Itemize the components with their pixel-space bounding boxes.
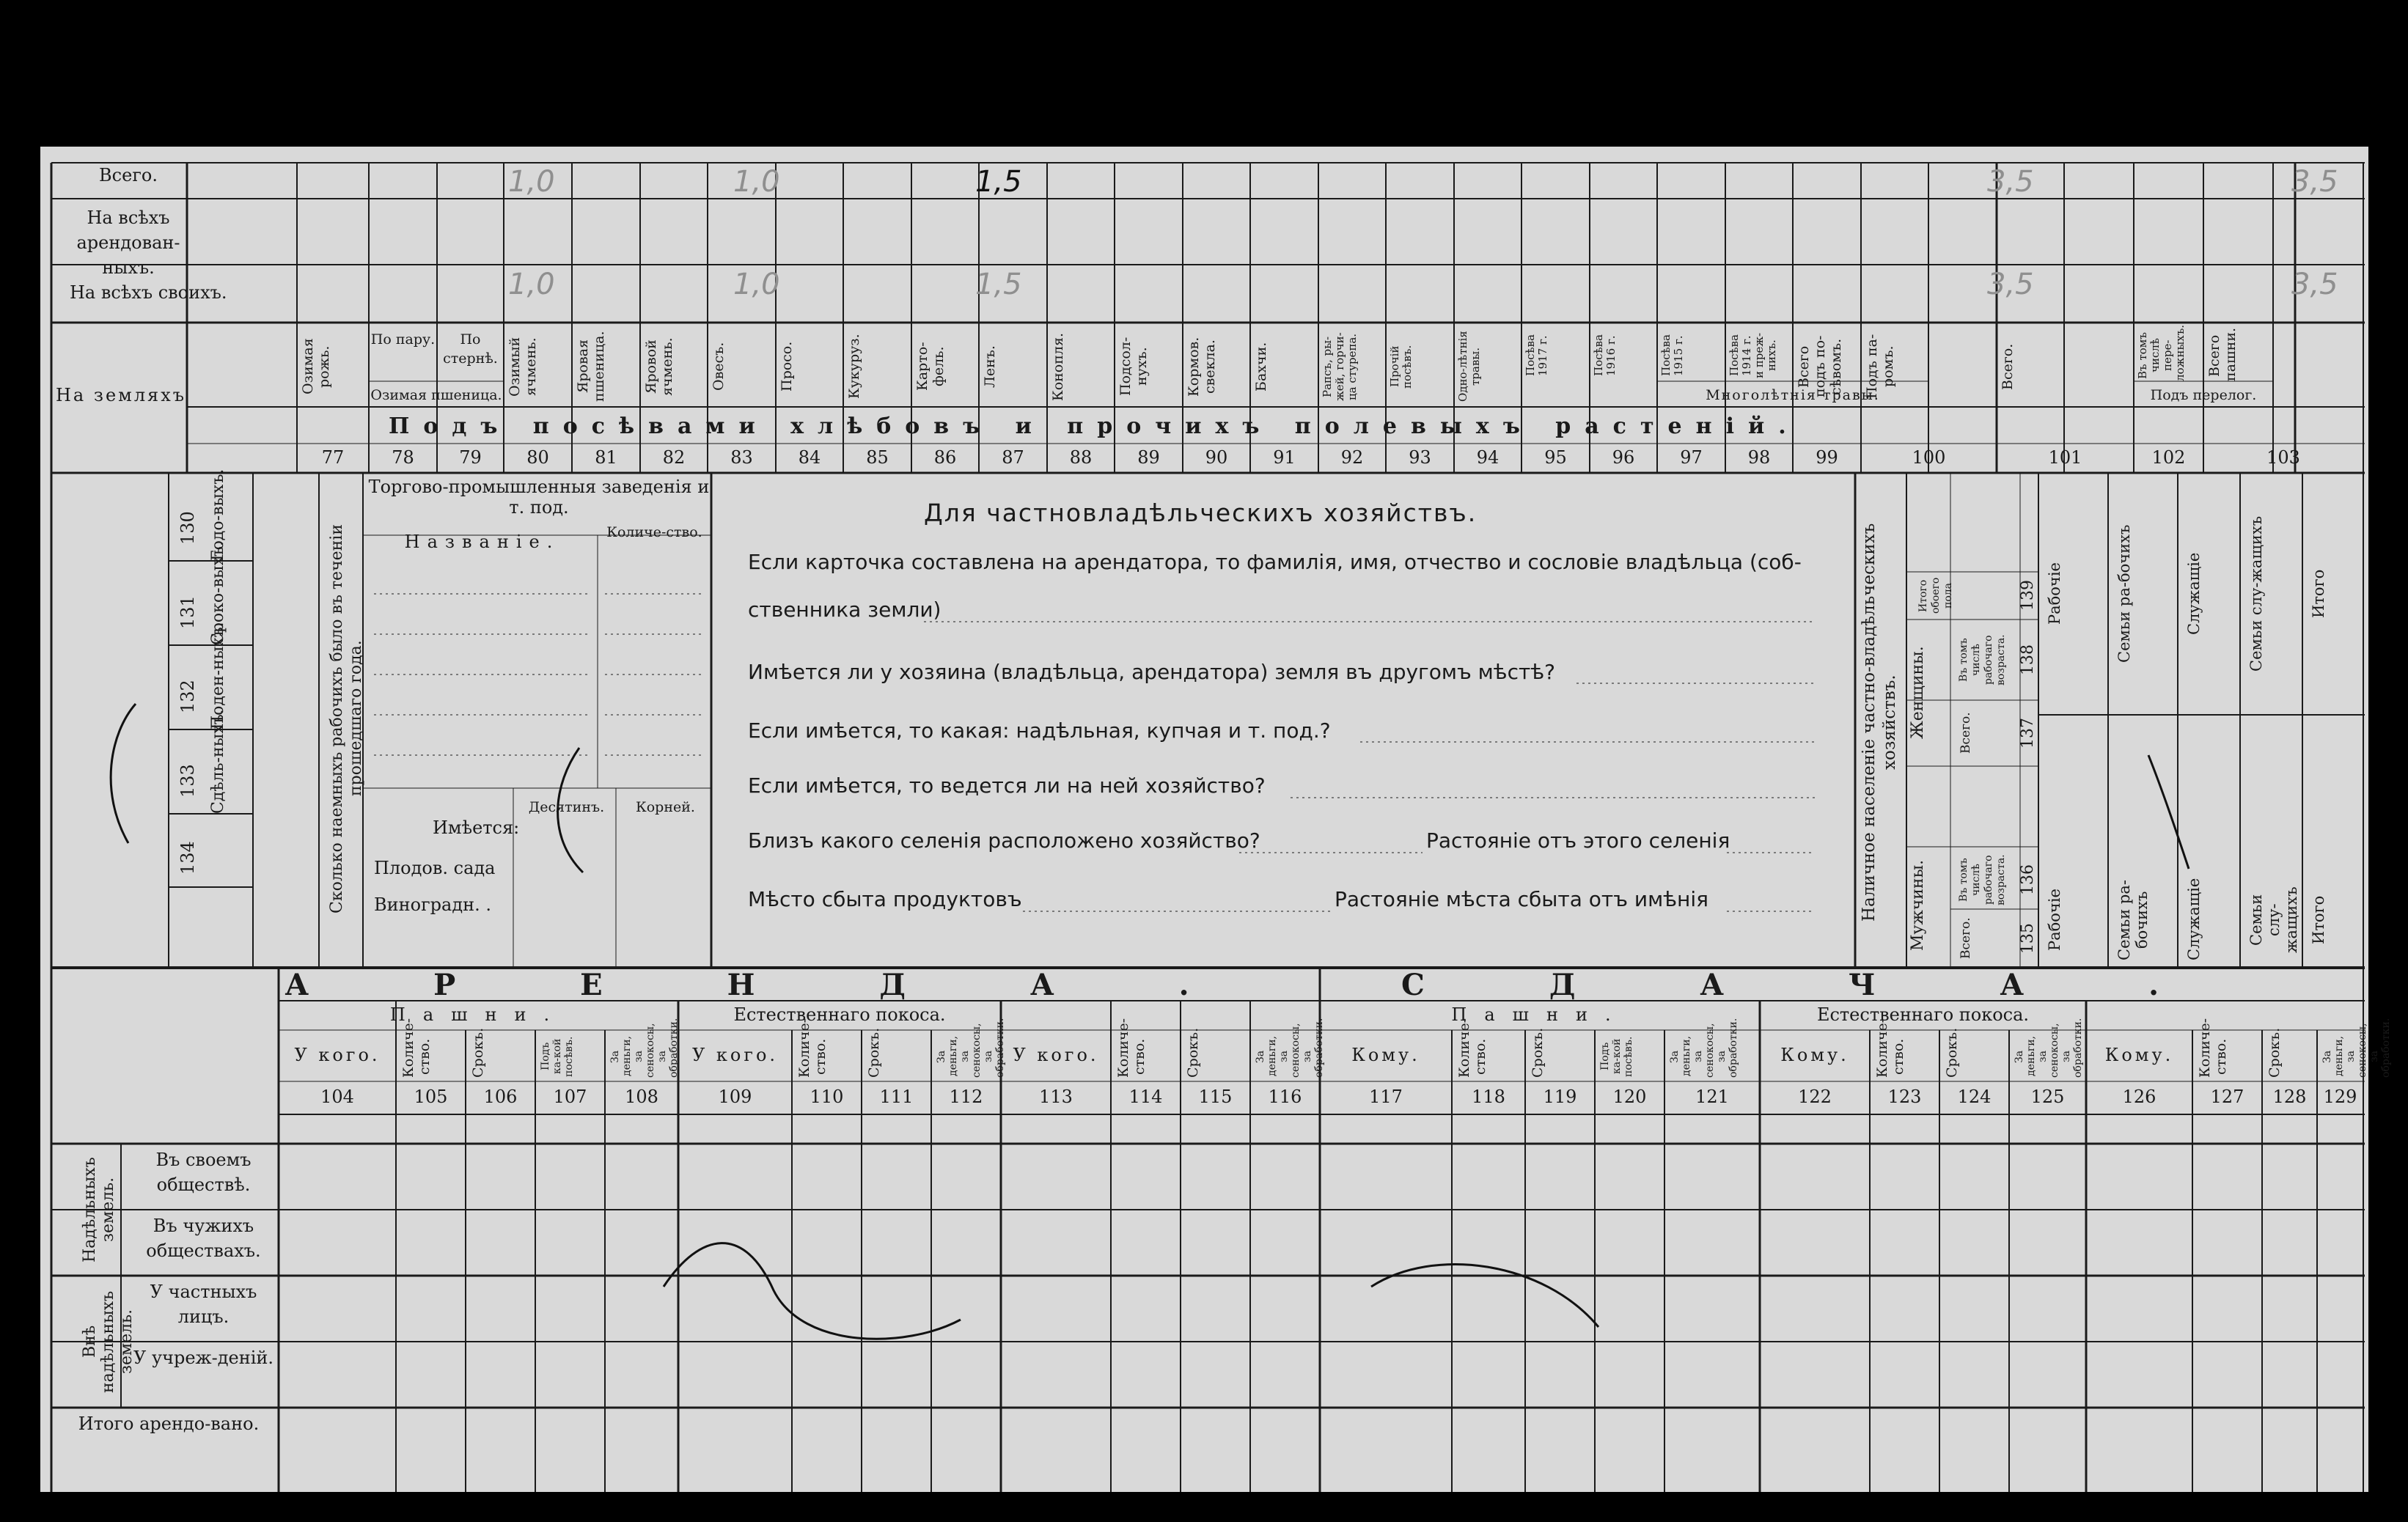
lease-col-number: 125 xyxy=(2030,1087,2065,1107)
q-lessor-b: ственника земли) xyxy=(748,598,941,622)
pop-num-137: 137 xyxy=(2019,718,2037,749)
crop-header: Прочій посѣвъ. xyxy=(1388,345,1414,389)
nadel-group: Надѣльныхъ земель. xyxy=(81,1157,117,1262)
sdacha-banner: СДАЧА. xyxy=(1401,968,2283,1002)
lease-col-number: 116 xyxy=(1268,1087,1302,1107)
q-market: Мѣсто сбыта продуктовъ xyxy=(748,887,1022,911)
hw-c82-own: 1,0 xyxy=(733,268,780,301)
lease-col-header: У кого. xyxy=(1013,1045,1099,1065)
worker-num-130: 130 xyxy=(177,511,198,545)
lease-col-header: Срокъ. xyxy=(2266,1027,2283,1078)
crop-header: По стернѣ. xyxy=(443,331,498,367)
hw-c79-own: 1,0 xyxy=(508,268,555,301)
crop-header: По пару. xyxy=(370,331,436,348)
men-total: Всего. xyxy=(1959,917,1973,960)
women-working-age: Въ томъ числѣ рабочаго возраста. xyxy=(1958,634,2007,685)
lease-col-header: Количе-ство. xyxy=(1456,1018,1489,1078)
lease-col-header: Подъ ка-кой посѣвъ. xyxy=(1599,1036,1634,1077)
hw-c82-total: 1,0 xyxy=(733,165,780,199)
col-number: 98 xyxy=(1747,447,1771,468)
trade-qty-col: Количе-ство. xyxy=(606,524,702,540)
col-number: 81 xyxy=(595,447,617,468)
pop-col-top: Служащіе xyxy=(2185,552,2203,636)
pop-col-bottom: Служащіе xyxy=(2185,878,2203,960)
hw-c103-total: 3,5 xyxy=(2291,165,2338,199)
col-number: 99 xyxy=(1816,447,1838,468)
crop-header: Всего. xyxy=(2000,343,2016,390)
crop-header: Кормов. свекла. xyxy=(1186,337,1218,397)
lease-col-number: 105 xyxy=(414,1087,448,1107)
census-card xyxy=(40,147,2392,1492)
fallow-label: Подъ перелог. xyxy=(2150,387,2257,403)
lease-col-header: Количе-ство. xyxy=(2197,1018,2229,1078)
vne-nadel-group: Внѣ надѣльныхъ земель. xyxy=(81,1290,136,1393)
worker-num-131: 131 xyxy=(177,595,198,629)
lease-col-header: Количе-ство. xyxy=(400,1018,433,1078)
trade-name-col: Названіе. xyxy=(404,532,560,552)
lease-col-header: За деньги, за сенокосы, за обработки. xyxy=(1255,1018,1325,1078)
lease-col-header: У кого. xyxy=(294,1045,381,1065)
arenda-banner: АРЕНДА. xyxy=(285,968,1314,1002)
orchard-label: Плодов. сада xyxy=(374,858,496,878)
crop-header: Овесъ. xyxy=(711,342,727,391)
col-number: 77 xyxy=(321,447,345,468)
pop-num-138: 138 xyxy=(2019,644,2037,675)
q-village-distance: Растояніе отъ этого селенія xyxy=(1426,828,1730,853)
lease-col-number: 107 xyxy=(553,1087,587,1107)
pop-col-top: Рабочіе xyxy=(2046,562,2063,625)
pop-col-bottom: Рабочіе xyxy=(2046,889,2063,952)
women-total: Всего. xyxy=(1959,712,1973,754)
lease-col-header: Срокъ. xyxy=(1185,1027,1201,1078)
roots-col: Корней. xyxy=(636,799,695,815)
col-number: 85 xyxy=(866,447,889,468)
lease-col-number: 106 xyxy=(483,1087,518,1107)
col-number: 89 xyxy=(1137,447,1160,468)
lease-col-header: Подъ ка-кой посѣвъ. xyxy=(540,1036,575,1077)
total-both-sexes: Итого обоего пола xyxy=(1917,577,1954,614)
lease-col-header: За деньги, за сенокосы, за обработки. xyxy=(2014,1018,2084,1078)
lease-col-number: 112 xyxy=(949,1087,983,1107)
pop-col-bottom: Семьи ра-бочихъ xyxy=(2115,880,2151,960)
crop-header: Посѣва 1915 г. xyxy=(1659,334,1685,377)
sdacha-pokos: Естественнаго покоса. xyxy=(1816,1004,2030,1025)
crop-header: Подъ па-ромъ. xyxy=(1864,334,1896,400)
lease-col-number: 117 xyxy=(1369,1087,1403,1107)
worker-num-134: 134 xyxy=(177,841,198,875)
worker-num-133: 133 xyxy=(177,764,198,798)
crop-header: Просо. xyxy=(779,341,795,392)
arenda-pokos: Естественнаго покоса. xyxy=(733,1004,946,1025)
lease-col-number: 104 xyxy=(320,1087,354,1107)
has-label: Имѣется: xyxy=(433,817,520,838)
lease-col-header: Срокъ. xyxy=(1944,1027,1960,1078)
crop-header: Ленъ. xyxy=(982,345,998,388)
crop-header: Всего подъ по-сѣвомъ. xyxy=(1796,335,1844,398)
hw-c99-own: 3,5 xyxy=(1987,268,2034,301)
lease-col-number: 129 xyxy=(2323,1087,2357,1107)
crop-header: Рапсъ, ры-жей, горчи-ца стурепа. xyxy=(1321,332,1359,401)
crop-header: Одно-лѣтнія травы. xyxy=(1456,331,1482,402)
col-number: 84 xyxy=(798,447,821,468)
crop-header: Подсол-нухъ. xyxy=(1117,337,1150,397)
lease-col-number: 115 xyxy=(1198,1087,1233,1107)
lease-col-number: 123 xyxy=(1887,1087,1922,1107)
lease-col-number: 111 xyxy=(879,1087,914,1107)
crop-header: Карто-фель. xyxy=(914,342,947,391)
lease-col-header: Кому. xyxy=(1780,1045,1849,1065)
col-number: 95 xyxy=(1544,447,1567,468)
lease-col-header: Кому. xyxy=(1351,1045,1420,1065)
lease-col-number: 110 xyxy=(810,1087,844,1107)
lease-col-header: Количе-ство. xyxy=(1115,1018,1148,1078)
col-number: 88 xyxy=(1069,447,1093,468)
col-number: 90 xyxy=(1205,447,1228,468)
men-working-age: Въ томъ числѣ рабочаго возраста. xyxy=(1958,854,2007,905)
col-number: 87 xyxy=(1002,447,1024,468)
pop-col-bottom: Итого xyxy=(2310,895,2327,945)
perennial-grass-label: Многолѣтнія травы. xyxy=(1706,387,1880,403)
col-number: 82 xyxy=(662,447,686,468)
worker-num-132: 132 xyxy=(177,680,198,713)
private-title: Для частновладѣльческихъ хозяйствъ. xyxy=(924,499,1478,527)
winter-wheat-label: Озимая пшеница. xyxy=(370,387,502,403)
lease-col-header: За деньги, за сенокосы, за обработки. xyxy=(609,1018,680,1078)
hw-c99-total: 3,5 xyxy=(1987,165,2034,199)
hw-c85-own: 1,5 xyxy=(975,268,1022,301)
men-label: Мужчины. xyxy=(1909,859,1927,952)
crop-header: Яровая пшеница. xyxy=(575,331,607,402)
col-number: 91 xyxy=(1273,447,1296,468)
hw-c85-total: 1,5 xyxy=(975,165,1022,199)
lease-col-number: 113 xyxy=(1039,1087,1073,1107)
row-total-label: Всего. xyxy=(99,165,158,185)
population-title: Наличное населеніе частно-владѣльческихъ хозяйствъ. xyxy=(1860,523,1899,922)
row-own-label: На всѣхъ своихъ. xyxy=(70,282,227,303)
hw-c79-total: 1,0 xyxy=(508,165,555,199)
row-institutions: У учреж-деній. xyxy=(133,1348,274,1368)
col-number: 101 xyxy=(2048,447,2082,468)
worker-yearly: Годо-выхъ. xyxy=(209,468,227,561)
lease-col-header: Срокъ. xyxy=(470,1027,486,1078)
col-number: 83 xyxy=(730,447,753,468)
pop-num-139: 139 xyxy=(2019,580,2037,611)
q-farm-run: Если имѣется, то ведется ли на ней хозяйство? xyxy=(748,773,1266,798)
crop-header: Въ томъ числѣ пере-ложныхъ. xyxy=(2136,324,2187,381)
pop-col-top: Семьи ра-бочихъ xyxy=(2115,524,2133,663)
crop-header: Озимая рожь. xyxy=(300,338,332,395)
lease-col-number: 124 xyxy=(1957,1087,1992,1107)
col-number: 93 xyxy=(1409,447,1431,468)
lease-col-number: 126 xyxy=(2122,1087,2156,1107)
lease-col-header: За деньги, за сенокосы, за обработки. xyxy=(2321,1018,2392,1078)
trade-title: Торгово-промышленныя заведенія и т. под. xyxy=(368,477,710,518)
lease-col-number: 128 xyxy=(2272,1087,2307,1107)
desyatin-col: Десятинъ. xyxy=(528,799,605,815)
lease-col-header: У кого. xyxy=(691,1045,779,1065)
pop-col-top: Итого xyxy=(2310,569,2327,619)
row-private-persons: У частныхъ лицъ. xyxy=(150,1282,257,1327)
col-number: 86 xyxy=(933,447,957,468)
lease-col-header: За деньги, за сенокосы, за обработки. xyxy=(936,1018,1006,1078)
lease-col-number: 119 xyxy=(1543,1087,1577,1107)
col-number: 96 xyxy=(1612,447,1635,468)
crop-header: Посѣва 1917 г. xyxy=(1524,334,1549,377)
pop-num-136: 136 xyxy=(2019,864,2037,895)
col-number: 80 xyxy=(526,447,549,468)
pop-num-135: 135 xyxy=(2019,923,2037,954)
lease-col-header: За деньги, за сенокосы, за обработки. xyxy=(1669,1018,1739,1078)
q-near-village: Близъ какого селенія расположено хозяйство? xyxy=(748,828,1260,853)
q-land-type: Если имѣется, то какая: надѣльная, купчая и т. под.? xyxy=(748,718,1331,743)
col-number: 97 xyxy=(1680,447,1703,468)
lease-col-header: Срокъ. xyxy=(1530,1027,1546,1078)
col-number: 92 xyxy=(1340,447,1364,468)
sdacha-pashni: Пашни. xyxy=(1451,1004,1629,1025)
row-own-community: Въ своемъ обществѣ. xyxy=(155,1150,252,1195)
crop-header: Посѣва 1914 г. и преж-нихъ. xyxy=(1728,332,1778,379)
pop-col-top: Семьи слу-жащихъ xyxy=(2247,515,2265,672)
lease-col-number: 121 xyxy=(1695,1087,1729,1107)
col-number: 100 xyxy=(1912,447,1946,468)
crop-header: Яровой ячмень. xyxy=(643,337,675,396)
lease-col-number: 118 xyxy=(1472,1087,1505,1107)
q-other-land: Имѣется ли у хозяина (владѣльца, арендатора) земля въ другомъ мѣстѣ? xyxy=(748,660,1555,684)
crop-header: Посѣва 1916 г. xyxy=(1592,334,1618,377)
crops-banner: Подъ посѣвами хлѣбовъ и прочихъ полевыхъ растеній. xyxy=(389,413,1800,439)
lease-col-number: 109 xyxy=(718,1087,752,1107)
lease-col-header: Количе-ство. xyxy=(796,1018,829,1078)
crop-header: Всего пашни. xyxy=(2206,327,2239,381)
lease-col-number: 122 xyxy=(1798,1087,1832,1107)
col-number: 94 xyxy=(1476,447,1500,468)
lease-col-number: 120 xyxy=(1612,1087,1647,1107)
row-total-leased: Итого арендо-вано. xyxy=(78,1413,260,1434)
worker-piece: Сдѣль-ныхъ. xyxy=(209,709,227,814)
hw-c103-own: 3,5 xyxy=(2291,268,2338,301)
lease-col-header: Кому. xyxy=(2104,1045,2174,1065)
pop-col-bottom: Семьи слу-жащихъ xyxy=(2247,886,2300,954)
lease-col-number: 108 xyxy=(625,1087,658,1107)
workers-question: Сколько наемныхъ рабочихъ было въ теченіи прошедшаго года. xyxy=(328,523,365,913)
worker-daily: Поден-ныхъ. xyxy=(209,622,227,729)
crop-header: Конопля. xyxy=(1050,332,1066,401)
lease-col-number: 127 xyxy=(2210,1087,2244,1107)
vineyard-label: Виноградн. . xyxy=(374,894,491,915)
col-number: 102 xyxy=(2151,447,2186,468)
land-label: На земляхъ xyxy=(55,385,187,405)
lease-col-header: Срокъ. xyxy=(866,1027,882,1078)
row-other-communities: Въ чужихъ обществахъ. xyxy=(146,1216,261,1261)
q-lessor-a: Если карточка составлена на арендатора, то фамилія, имя, отчество и сословіе владѣльца (соб- xyxy=(748,550,1802,574)
lease-col-number: 114 xyxy=(1128,1087,1163,1107)
arenda-pashni: Пашни. xyxy=(389,1004,568,1025)
col-number: 103 xyxy=(2266,447,2300,468)
row-leased-label: На всѣхъ арендован- ныхъ. xyxy=(76,207,180,278)
col-number: 79 xyxy=(459,447,482,468)
women-label: Женщины. xyxy=(1909,646,1927,740)
crop-header: Кукуруз. xyxy=(846,334,862,400)
crop-header: Озимый ячмень. xyxy=(507,337,539,397)
q-market-distance: Растояніе мѣста сбыта отъ имѣнія xyxy=(1335,887,1708,911)
crop-header: Бахчи. xyxy=(1253,342,1269,391)
lease-col-header: Количе-ство. xyxy=(1874,1018,1906,1078)
worker-term: Сроко-выхъ. xyxy=(209,541,227,645)
col-number: 78 xyxy=(392,447,414,468)
